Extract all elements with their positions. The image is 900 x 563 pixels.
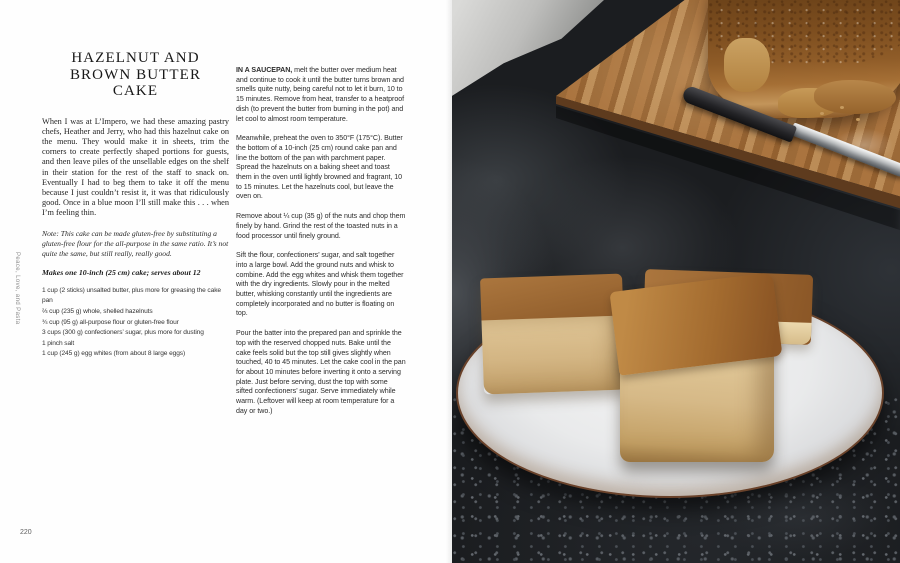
cake-square-crumb: [481, 316, 625, 395]
method-step: [236, 212, 406, 241]
recipe-intro-paragraph: When I was at L’Impero, we had these amazing pastry chefs, Heather and Jerry, who had this hazelnut cake on the menu. They would make it in sheets, trim the corners to create perfectly shaped portions for guests, and then leave piles of the unsellable edges on the shelf in their station for the rest of the staff to snack on. Eventually I had to beg them to take it off the menu because I just couldn’t resist it, it was that ridiculously good. Once in a blue moon I’ll still make this . . . when I’m feeling thin.: [42, 116, 229, 218]
ingredient-item: ⅔ cup (235 g) whole, shelled hazelnuts: [42, 307, 153, 315]
cake-torn-edge: [814, 80, 896, 114]
sugar-dust: [834, 128, 894, 162]
recipe-title: [42, 50, 229, 100]
method-step-text: Meanwhile, preheat the oven to 350°F (175°C). Butter the bottom of a 10-inch (25 cm) round cake pan and line the bottom of the pan with parchment paper. Spread the hazelnuts on a baking sheet and toast them in the oven until lightly browned and fragrant, 10 to 15 minutes. Let the hazelnuts cool, but leave the oven on.: [236, 134, 403, 201]
ingredient-list: [42, 286, 229, 360]
recipe-note: Note: This cake can be made gluten-free by substituting a gluten-free flour for the all-purpose in the same ratio. It’s not quite the same, but still really, really good.: [42, 228, 229, 259]
method-step-text: Pour the batter into the prepared pan and sprinkle the top with the reserved chopped nuts. Bake until the cake feels solid but the top still gives slightly when touched, 40 to 45 minutes. Let the cake cool in the pan for about 10 minutes before inverting it onto a serving plate. Just before serving, dust the top with some sifted confectioners’ sugar. Serve immediately while warm. (Leftover will keep at room temperature for a day or two.): [236, 329, 406, 415]
cake-square-left: [480, 274, 626, 395]
recipe-left-column: [42, 50, 229, 360]
whole-cake: [708, 0, 900, 118]
ingredient-item: 1 cup (245 g) egg whites (from about 8 large eggs): [42, 350, 186, 358]
cake-square-crust: [480, 274, 623, 323]
method-step-text: Remove about ¼ cup (35 g) of the nuts and chop them finely by hand. Grind the rest of the toasted nuts in a food processor until finely ground.: [236, 212, 406, 240]
cake-torn-chunk: [724, 38, 770, 92]
cake-square-front: [618, 284, 778, 462]
method-step: [236, 66, 406, 124]
method-step-lead: IN A SAUCEPAN,: [236, 66, 293, 74]
recipe-method-column: [236, 66, 406, 427]
recipe-title-line-2: BROWN BUTTER: [69, 66, 202, 83]
ingredient-item: 1 pinch salt: [42, 339, 75, 347]
ingredient-item: ¾ cup (95 g) all-purpose flour or gluten-free flour: [42, 318, 179, 326]
cake-crumb: [820, 112, 824, 115]
spine-title: Peace, Love, and Pasta: [14, 252, 20, 325]
cake-crumb: [856, 118, 860, 121]
method-step: [236, 251, 406, 319]
method-step: [236, 329, 406, 416]
method-step-text: melt the butter over medium heat and continue to cook it until the butter turns brown and smells quite nutty, being careful not to let it burn, 10 to 15 minutes. Remove from heat, transfer to a heatproof dish (to prevent the butter from burning in the pot) and let cool to almost room temperature.: [236, 66, 405, 123]
cake-photo: [452, 0, 900, 563]
recipe-title-line-1: HAZELNUT AND: [71, 50, 200, 66]
recipe-yield: Makes one 10-inch (25 cm) cake; serves about 12: [42, 267, 201, 277]
method-step: [236, 134, 406, 202]
method-step-text: Sift the flour, confectioners’ sugar, and salt together into a large bowl. Add the ground nuts and whisk to combine. Add the egg whites and whisk them together with the dry ingredients. Slowly pour in the melted butter, whisking constantly until the ingredients are completely incorporated and no butter is floating on top.: [236, 251, 404, 318]
recipe-title-line-3: CAKE: [112, 83, 159, 99]
ingredient-item: 1 cup (2 sticks) unsalted butter, plus more for greasing the cake pan: [42, 286, 221, 305]
ingredient-item: 3 cups (300 g) confectioners’ sugar, plus more for dusting: [42, 329, 204, 337]
page-number: 220: [20, 529, 32, 536]
cake-crumb: [840, 106, 844, 109]
